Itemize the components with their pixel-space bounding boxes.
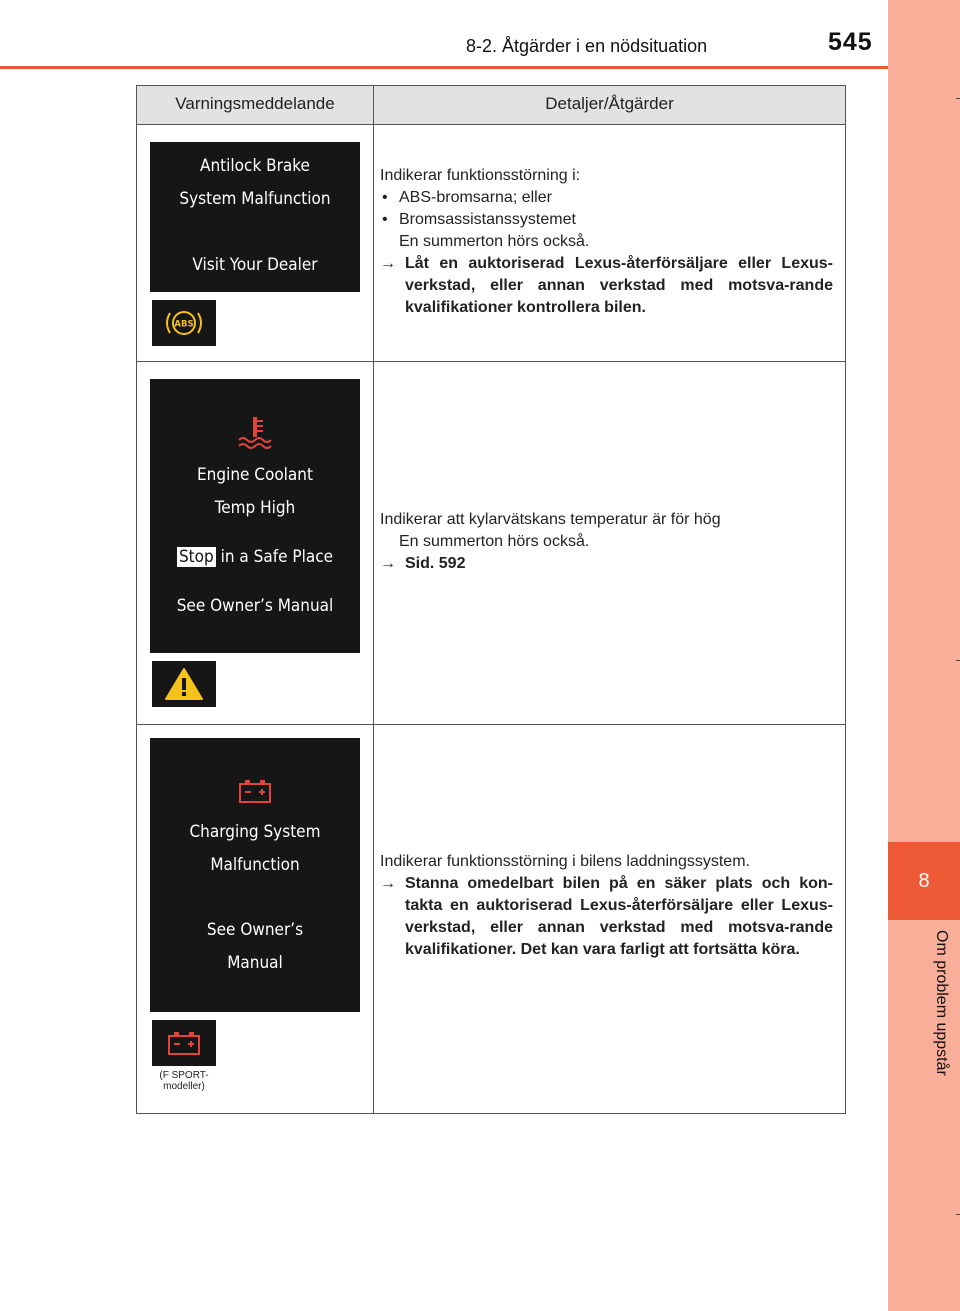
coolant-temperature-icon [237,415,273,449]
details-intro: Indikerar att kylarvätskans temperatur är för hög [380,511,721,528]
crop-mark [956,1214,960,1215]
coolant-message-display [150,379,360,653]
abs-icon [162,308,206,338]
battery-icon [167,1030,201,1056]
stop-highlight: Stop [178,547,214,567]
display-line: Charging System [189,822,321,842]
display-line: Visit Your Dealer [192,255,318,275]
charging-details [380,851,833,961]
display-line: Engine Coolant [197,465,313,485]
buzzer-note: En summerton hörs också. [399,533,590,550]
chapter-number: 8 [918,869,930,892]
display-line: Antilock Brake [200,156,310,176]
buzzer-note: En summerton hörs också. [399,233,590,250]
details-bullet: • ABS-bromsarna; eller [380,187,833,209]
arrow-icon: → [380,255,396,272]
section-title: 8-2. Åtgärder i en nödsituation [466,36,708,56]
action-label: Sid. 592 [405,555,466,572]
action-label: Stanna omedelbart bilen på en säker plats och kon-takta en auktoriserad Lexus-återförsäljare eller Lexus-verkstad, eller annan verkstad med motsva-rande kvalifikationer. Det kan vara farligt att fortsätta köra. [405,875,833,958]
abs-message-display [150,142,360,292]
header-rule [0,66,888,69]
table-header [137,86,845,125]
action-label: Låt en auktoriserad Lexus-återförsäljare eller Lexus-verkstad, eller annan verkstad med motsva-rande kvalifikationer kontrollera bilen. [405,255,833,316]
abs-indicator [152,300,216,346]
arrow-icon: → [380,875,396,892]
column-divider [373,124,374,1113]
crop-mark [956,98,960,99]
action-text [380,553,833,575]
charging-message-display [150,738,360,1012]
abs-details [380,165,833,319]
display-line: Temp High [214,498,296,518]
action-text [380,253,833,319]
display-line: System Malfunction [179,189,331,209]
details-intro: Indikerar funktionsstörning i bilens laddningssystem. [380,853,750,870]
row-divider [137,361,845,362]
action-text [380,873,833,961]
battery-icon [238,778,272,804]
chapter-title: Om problem uppstår [933,930,950,1076]
charging-indicator [152,1020,216,1066]
column-header-details: Detaljer/Åtgärder [545,94,674,113]
details-bullet: • Bromsassistanssystemet [380,209,833,231]
display-line: Manual [227,953,283,973]
warning-table [136,85,846,1114]
coolant-details [380,509,833,575]
chapter-tab [888,842,960,920]
details-intro: Indikerar funktionsstörning i: [380,167,581,184]
warning-triangle-icon [164,667,204,701]
crop-mark [956,660,960,661]
svg-text:ABS: ABS [174,319,194,330]
coolant-indicator [152,661,216,707]
page-number: 545 [828,28,873,56]
column-header-message: Varningsmeddelande [137,86,374,124]
display-line: Malfunction [210,855,300,875]
display-line-rest: in a Safe Place [215,547,334,567]
display-line: See Owner’s [206,920,304,940]
model-note: (F SPORT-modeller) [159,1070,209,1092]
display-line [150,547,360,567]
arrow-icon: → [380,555,396,572]
display-line: See Owner’s Manual [176,596,334,616]
row-divider [137,724,845,725]
